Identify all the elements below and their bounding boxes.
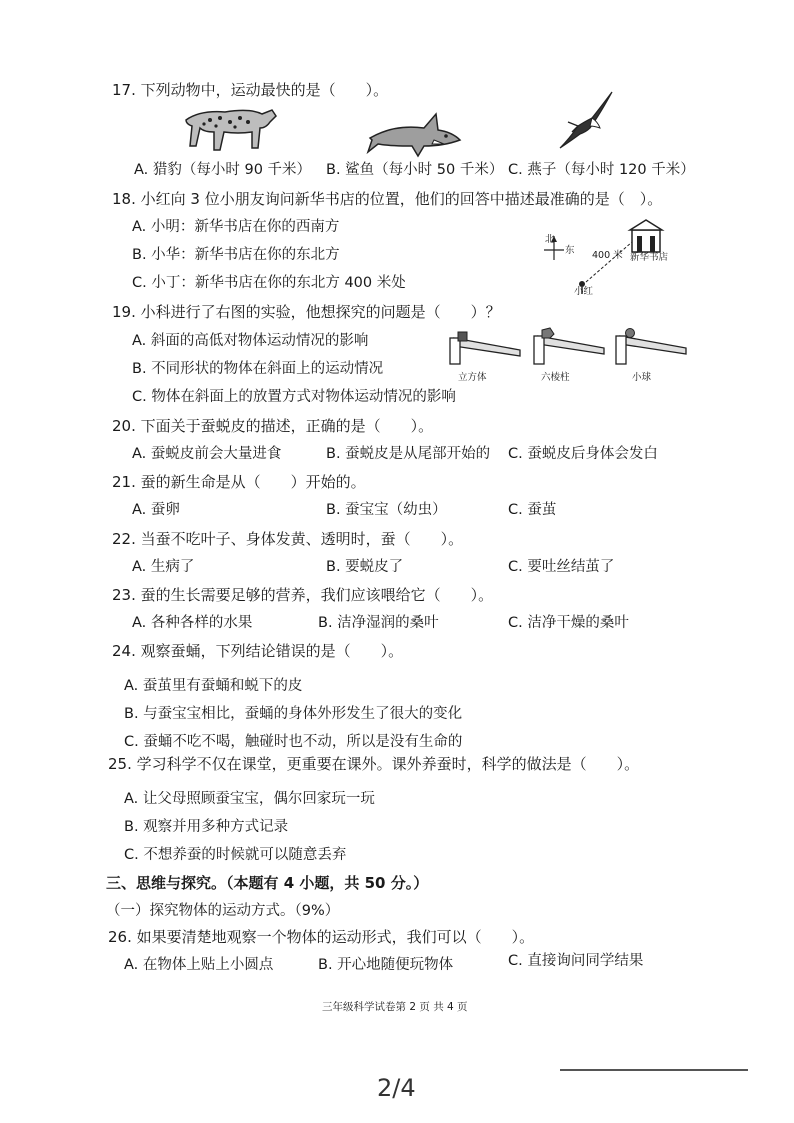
ramp-2 bbox=[534, 328, 604, 364]
ramp-1 bbox=[450, 332, 520, 364]
q20-stem: 20. 下面关于蚕蜕皮的描述，正确的是（ ）。 bbox=[112, 417, 434, 435]
map-north-label: 北 bbox=[545, 234, 555, 245]
q25-stem: 25. 学习科学不仅在课堂，更重要在课外。课外养蚕时，科学的做法是（ ）。 bbox=[108, 755, 640, 773]
cube-icon bbox=[458, 332, 467, 341]
q26-option-a: A. 在物体上贴上小圆点 bbox=[124, 957, 274, 973]
q17-option-c: C. 燕子（每小时 120 千米） bbox=[508, 162, 695, 178]
q23-option-a: A. 各种各样的水果 bbox=[132, 615, 253, 631]
q26-option-b: B. 开心地随便玩物体 bbox=[318, 957, 454, 973]
q21-option-a: A. 蚕卵 bbox=[132, 502, 180, 518]
leopard-icon bbox=[180, 98, 280, 156]
q17-option-a: A. 猎豹（每小时 90 千米） bbox=[134, 162, 312, 178]
ramp-label-ball: 小球 bbox=[632, 372, 652, 383]
q26-option-c: C. 直接询问同学结果 bbox=[508, 953, 644, 969]
page-indicator: 2/4 bbox=[377, 1074, 416, 1102]
q26-stem: 26. 如果要清楚地观察一个物体的运动形式，我们可以（ ）。 bbox=[108, 928, 535, 946]
scan-artifact-line bbox=[560, 1069, 748, 1071]
ball-icon bbox=[626, 329, 635, 338]
q23-stem: 23. 蚕的生长需要足够的营养，我们应该喂给它（ ）。 bbox=[112, 586, 494, 604]
map-person-label: 小红 bbox=[574, 286, 594, 297]
q20-option-c: C. 蚕蜕皮后身体会发白 bbox=[508, 446, 658, 462]
page-footer: 三年级科学试卷第 2 页 共 4 页 bbox=[322, 1001, 468, 1013]
q25-option-b: B. 观察并用多种方式记录 bbox=[124, 819, 289, 835]
ramp-label-hexprism: 六棱柱 bbox=[541, 372, 570, 383]
q19-stem: 19. 小科进行了右图的实验，他想探究的问题是（ ）？ bbox=[112, 303, 501, 321]
q23-option-b: B. 洁净湿润的桑叶 bbox=[318, 615, 439, 631]
q24-option-b: B. 与蚕宝宝相比，蚕蛹的身体外形发生了很大的变化 bbox=[124, 706, 463, 722]
ramp-label-cube: 立方体 bbox=[458, 372, 487, 383]
section-3-part-1: （一）探究物体的运动方式。（9%） bbox=[106, 903, 340, 919]
q18-stem: 18. 小红向 3 位小朋友询问新华书店的位置，他们的回答中描述最准确的是（ ）。 bbox=[112, 190, 663, 208]
q18-option-b: B. 小华：新华书店在你的东北方 bbox=[132, 247, 340, 263]
q22-option-a: A. 生病了 bbox=[132, 559, 195, 575]
q25-option-a: A. 让父母照顾蚕宝宝，偶尔回家玩一玩 bbox=[124, 791, 375, 807]
q24-stem: 24. 观察蚕蛹，下列结论错误的是（ ）。 bbox=[112, 642, 404, 660]
swallow-icon bbox=[556, 88, 616, 152]
map-east-label: 东 bbox=[565, 245, 575, 256]
q23-option-c: C. 洁净干燥的桑叶 bbox=[508, 615, 629, 631]
ramp-3 bbox=[616, 329, 686, 365]
q22-option-c: C. 要吐丝结茧了 bbox=[508, 559, 615, 575]
q19-option-a: A. 斜面的高低对物体运动情况的影响 bbox=[132, 333, 369, 349]
q17-option-b: B. 鲨鱼（每小时 50 千米） bbox=[326, 162, 504, 178]
q21-option-c: C. 蚕茧 bbox=[508, 502, 557, 518]
q21-option-b: B. 蚕宝宝（幼虫） bbox=[326, 502, 447, 518]
q19-option-b: B. 不同形状的物体在斜面上的运动情况 bbox=[132, 361, 384, 377]
ramp-experiment-figure bbox=[446, 326, 692, 370]
q22-option-b: B. 要蜕皮了 bbox=[326, 559, 404, 575]
shark-icon bbox=[364, 110, 464, 158]
hexagonal-prism-icon bbox=[542, 328, 554, 338]
q17-stem: 17. 下列动物中，运动最快的是（ ）。 bbox=[112, 81, 389, 99]
q22-stem: 22. 当蚕不吃叶子、身体发黄、透明时，蚕（ ）。 bbox=[112, 530, 464, 548]
q25-option-c: C. 不想养蚕的时候就可以随意丢弃 bbox=[124, 847, 347, 863]
section-3-title: 三、思维与探究。（本题有 4 小题，共 50 分。） bbox=[106, 874, 429, 892]
q18-option-c: C. 小丁：新华书店在你的东北方 400 米处 bbox=[132, 275, 406, 291]
q21-stem: 21. 蚕的新生命是从（ ）开始的。 bbox=[112, 473, 366, 491]
map-distance-label: 400 米 bbox=[592, 250, 623, 261]
q19-option-c: C. 物体在斜面上的放置方式对物体运动情况的影响 bbox=[132, 389, 456, 405]
map-store-label: 新华书店 bbox=[630, 252, 669, 263]
q20-option-b: B. 蚕蜕皮是从尾部开始的 bbox=[326, 446, 491, 462]
q24-option-c: C. 蚕蛹不吃不喝，触碰时也不动，所以是没有生命的 bbox=[124, 734, 463, 750]
q18-option-a: A. 小明：新华书店在你的西南方 bbox=[132, 219, 340, 235]
q20-option-a: A. 蚕蜕皮前会大量进食 bbox=[132, 446, 282, 462]
q24-option-a: A. 蚕茧里有蚕蛹和蜕下的皮 bbox=[124, 678, 303, 694]
